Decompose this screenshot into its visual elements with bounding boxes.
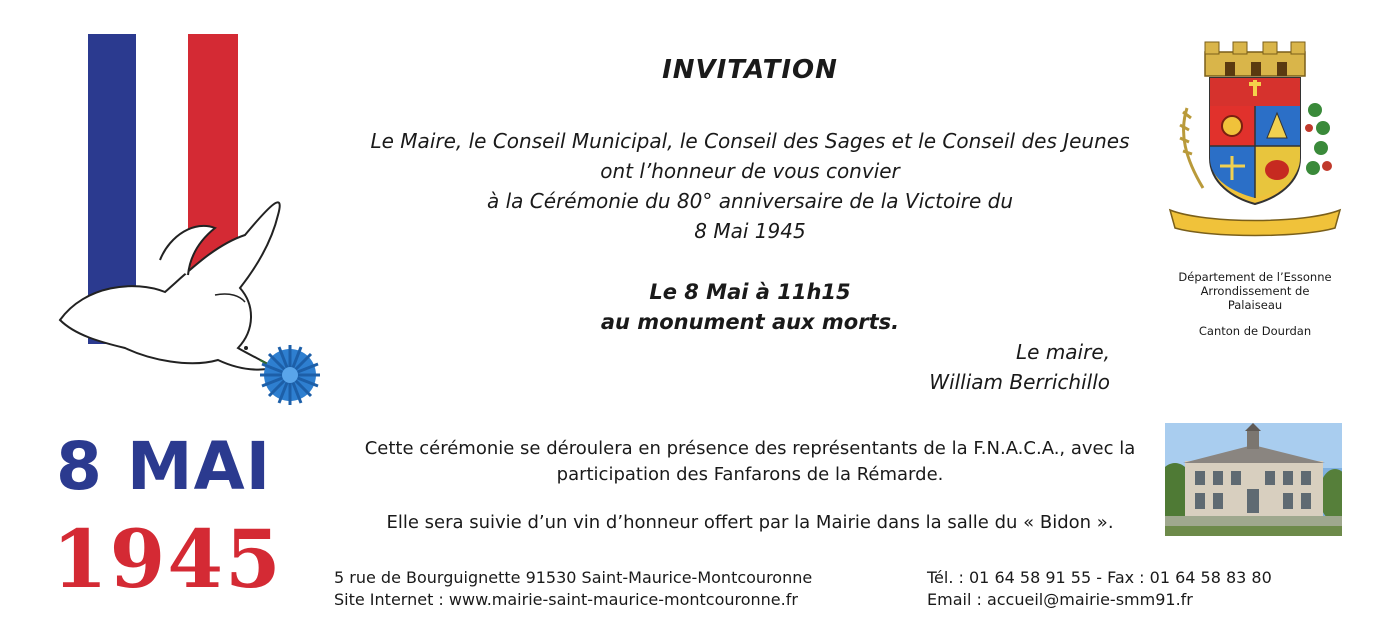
event-date-time: Le 8 Mai à 11h15 — [649, 280, 851, 304]
mural-crown-icon — [1205, 42, 1305, 76]
department-info — [1160, 270, 1350, 338]
presence-line: Cette cérémonie se déroulera en présence des représentants de la F.N.A.C.A., avec la — [364, 438, 1136, 459]
footer-left — [334, 567, 894, 611]
coat-of-arms — [1165, 38, 1345, 238]
canton-line: Canton de Dourdan — [1198, 324, 1312, 338]
department-line: Palaiseau — [1227, 298, 1283, 312]
event-place: au monument aux morts. — [600, 310, 900, 334]
cornflower-icon — [260, 345, 320, 405]
motto-ribbon — [1170, 210, 1340, 236]
signature-name: William Berrichillo — [929, 370, 1110, 394]
poster-date: 8 MAI — [56, 428, 272, 505]
oak-branch-icon — [1305, 103, 1332, 175]
intro-line: 8 Mai 1945 — [694, 219, 806, 243]
signature-block — [880, 337, 1110, 397]
wheat-branch-icon — [1180, 108, 1203, 188]
vin-honneur-note: Elle sera suivie d’un vin d’honneur offert par la Mairie dans la salle du « Bidon ». — [386, 512, 1114, 533]
footer-website[interactable]: Site Internet : www.mairie-saint-maurice-montcouronne.fr — [334, 590, 798, 609]
invitation-title: INVITATION — [662, 55, 838, 85]
presence-line: participation des Fanfarons de la Rémarde. — [556, 464, 944, 485]
poster-year: 1945 — [52, 512, 283, 606]
invitation-intro — [340, 126, 1160, 246]
footer-address: 5 rue de Bourguignette 91530 Saint-Maurice-Montcouronne — [334, 568, 813, 587]
department-line: Arrondissement de — [1200, 284, 1310, 298]
intro-line: à la Cérémonie du 80° anniversaire de la Victoire du — [486, 189, 1014, 213]
town-hall-photo — [1165, 423, 1342, 536]
signature-role: Le maire, — [1016, 340, 1110, 364]
footer-right — [927, 567, 1327, 611]
flag-dove-illustration — [40, 30, 340, 420]
presence-note — [340, 436, 1160, 488]
footer-email[interactable]: Email : accueil@mairie-smm91.fr — [927, 590, 1193, 609]
intro-line: Le Maire, le Conseil Municipal, le Conseil des Sages et le Conseil des Jeunes — [370, 129, 1130, 153]
footer-phone: Tél. : 01 64 58 91 55 - Fax : 01 64 58 83 80 — [927, 568, 1272, 587]
department-line: Département de l’Essonne — [1178, 270, 1332, 284]
shield-icon — [1210, 78, 1300, 204]
event-details — [480, 277, 1020, 337]
intro-line: ont l’honneur de vous convier — [600, 159, 900, 183]
